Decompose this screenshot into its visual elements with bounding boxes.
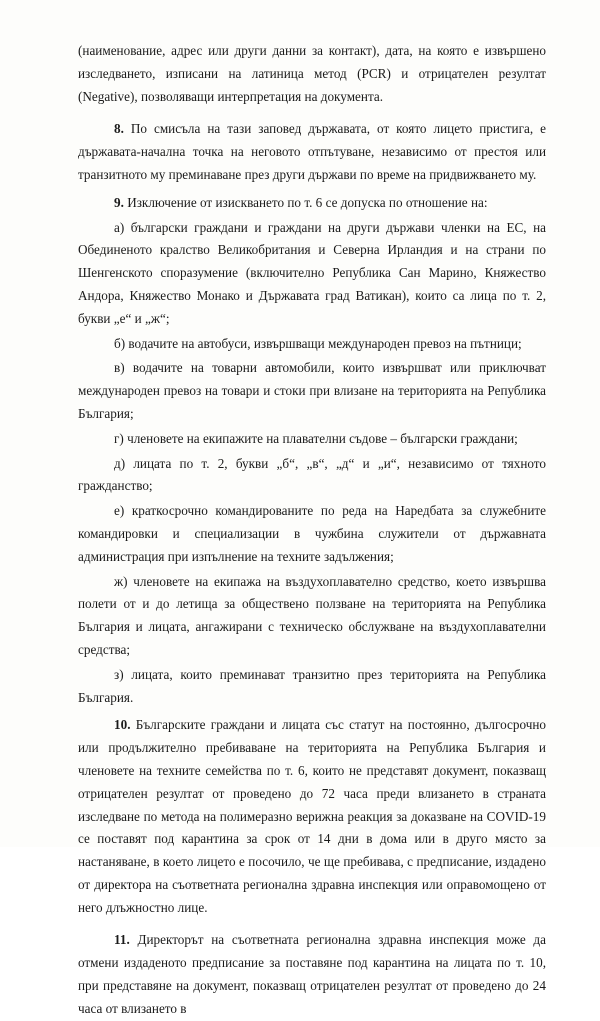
paragraph-number: 10. <box>114 717 131 733</box>
paragraph-text: (наименование, адрес или други данни за контакт), дата, на която е извършено изследването, изписани на латиница метод (PCR) и отрицателен резултат (Negative), позволяващи интерпретация на документа. <box>78 43 546 104</box>
paragraph-10 <box>78 714 546 919</box>
paragraph-9z <box>78 664 546 710</box>
paragraph-number: 9. <box>114 194 124 210</box>
paragraph-number: 11. <box>114 932 130 948</box>
paragraph-9d <box>78 453 546 499</box>
paragraph-text: з) лицата, които преминават транзитно през територията на Република България. <box>78 666 546 705</box>
paragraph-9v <box>78 357 546 425</box>
paragraph-8 <box>78 118 546 186</box>
paragraph-text: а) български граждани и граждани на други държави членки на ЕС, на Обединеното кралство Великобритания и Северна Ирландия и на страни по Шенгенското споразумение (включително Република Сан Марино, Княжество Андора, Княжество Монако и Държавата град Ватикан), които са лица по т. 2, букви „е“ и „ж“; <box>78 219 546 326</box>
paragraph-text: По смисъла на тази заповед държавата, от която лицето пристига, е държавата-начална точка на неговото отпътуване, независимо от престоя или транзитното му преминаване през други държави по време на придвижването му. <box>78 121 546 182</box>
paragraph-text: в) водачите на товарни автомобили, които извършват или приключват международен превоз на товари и стоки при влизане на територията на Република България; <box>78 360 546 421</box>
paragraph-text: г) членовете на екипажите на плавателни съдове – български граждани; <box>114 430 518 446</box>
paragraph-text: б) водачите на автобуси, извършващи международен превоз на пътници; <box>114 335 522 351</box>
paragraph-9g <box>78 428 546 451</box>
paragraph-11 <box>78 929 546 1020</box>
paragraph-number: 8. <box>114 121 124 137</box>
paragraph-continuation <box>78 40 546 108</box>
paragraph-text: д) лицата по т. 2, букви „б“, „в“, „д“ и „и“, независимо от тяхното гражданство; <box>78 455 546 494</box>
paragraph-text: Българските граждани и лицата със статут на постоянно, дългосрочно или продължително пребиваване на територията на Република България и членовете на техните семейства по т. 6, които не представят документ, показващ отрицателен резултат от проведено до 72 часа преди влизането в страната изследване по метода на полимеразно верижна реакция за доказване на COVID-19 се поставят под карантина за срок от 14 дни в дома или в друго място за настаняване, в което лицето е посочило, че ще пребивава, с предписание, издадено от директора на съответната регионална здравна инспекция или оправомощено от него длъжностно лице. <box>78 717 546 915</box>
paragraph-9a <box>78 217 546 331</box>
paragraph-9e <box>78 500 546 568</box>
paragraph-text: Директорът на съответната регионална здравна инспекция може да отмени издаденото предписание за поставяне под карантина на лицата по т. 10, при представяне на документ, показващ отрицателен резултат от проведено до 24 часа от влизането в <box>78 932 546 1016</box>
paragraph-9zh <box>78 571 546 662</box>
paragraph-text: е) краткосрочно командированите по реда на Наредбата за служебните командировки и специализации в чужбина служители от държавната администрация при изпълнение на техните задължения; <box>78 503 546 564</box>
paragraph-9 <box>78 192 546 215</box>
paragraph-9b <box>78 333 546 356</box>
paragraph-text: Изключение от изискването по т. 6 се допуска по отношение на: <box>123 194 488 210</box>
paragraph-text: ж) членовете на екипажа на въздухоплавателно средство, което извършва полети от и до летища за обществено ползване на територията на Република България и лицата, ангажирани с техническо обслужване на въздухоплавателни средства; <box>78 573 546 657</box>
